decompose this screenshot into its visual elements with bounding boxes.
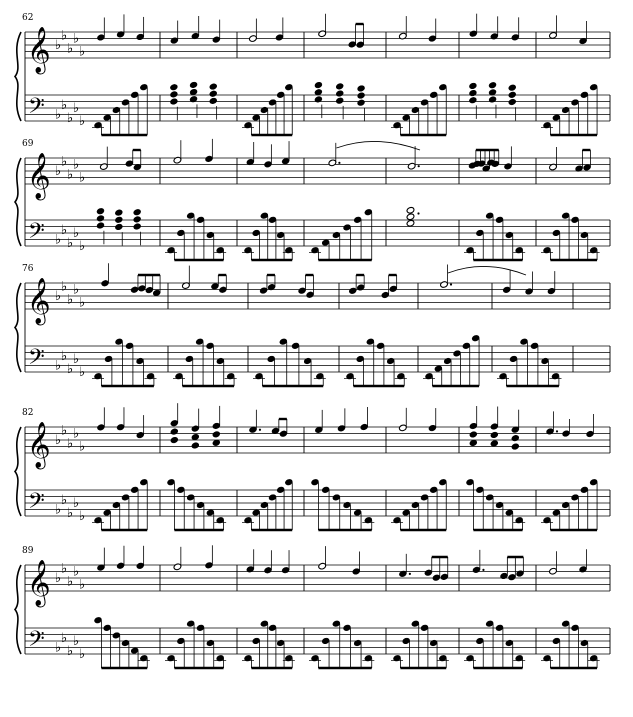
flat-sign: ♭ bbox=[61, 561, 68, 577]
flat-sign: ♭ bbox=[55, 107, 62, 123]
flat-sign: ♭ bbox=[67, 643, 74, 659]
measure bbox=[541, 411, 598, 530]
measure bbox=[464, 146, 525, 260]
flat-sign: ♭ bbox=[73, 564, 80, 580]
measure bbox=[242, 410, 293, 530]
flat-sign: ♭ bbox=[61, 423, 68, 439]
measure bbox=[96, 147, 141, 246]
note-head bbox=[335, 90, 344, 98]
measure bbox=[94, 546, 150, 668]
grand-staff-brace bbox=[15, 32, 21, 121]
measure bbox=[311, 407, 375, 530]
note-head bbox=[209, 90, 218, 98]
measure bbox=[541, 15, 598, 135]
system bbox=[15, 545, 610, 668]
note-head bbox=[508, 91, 517, 99]
note-head bbox=[406, 219, 415, 227]
flat-sign: ♭ bbox=[55, 640, 62, 656]
note-head bbox=[189, 81, 198, 89]
treble-clef-icon: 𝄞 bbox=[27, 153, 51, 199]
note-head bbox=[170, 428, 179, 436]
note-head bbox=[469, 89, 478, 97]
note-head bbox=[96, 215, 105, 223]
note-head bbox=[488, 81, 497, 89]
flat-sign: ♭ bbox=[61, 630, 68, 646]
flat-sign: ♭ bbox=[79, 577, 86, 593]
measure bbox=[92, 263, 161, 386]
flat-sign: ♭ bbox=[61, 348, 68, 364]
flat-sign: ♭ bbox=[61, 28, 68, 44]
system bbox=[15, 403, 610, 530]
system bbox=[15, 13, 610, 135]
measure bbox=[391, 16, 447, 135]
measure-number: 69 bbox=[22, 139, 34, 149]
measure bbox=[314, 14, 365, 122]
bass-clef-icon: 𝄢 bbox=[28, 627, 45, 657]
measure bbox=[167, 403, 226, 530]
flat-sign: ♭ bbox=[67, 574, 74, 590]
note-head bbox=[115, 223, 124, 231]
measure bbox=[165, 139, 226, 260]
note-head bbox=[406, 206, 415, 214]
flat-sign: ♭ bbox=[61, 279, 68, 295]
measure bbox=[309, 546, 374, 668]
flat-sign: ♭ bbox=[79, 295, 86, 311]
note-head bbox=[357, 99, 366, 107]
note-head bbox=[170, 83, 179, 91]
note-head bbox=[508, 84, 517, 92]
note-head bbox=[96, 222, 105, 230]
flat-sign: ♭ bbox=[73, 101, 80, 116]
tie bbox=[336, 141, 420, 150]
note-head bbox=[469, 96, 478, 104]
flat-sign: ♭ bbox=[73, 31, 80, 47]
note-head bbox=[133, 223, 142, 231]
dot bbox=[259, 429, 261, 431]
measure-number: 82 bbox=[22, 408, 34, 418]
tie bbox=[448, 266, 526, 275]
flat-sign: ♭ bbox=[55, 433, 62, 448]
flat-sign: ♭ bbox=[55, 232, 62, 248]
note-head bbox=[511, 443, 520, 451]
flat-sign: ♭ bbox=[61, 492, 68, 508]
bass-clef-icon: 𝄢 bbox=[28, 345, 45, 375]
flat-sign: ♭ bbox=[61, 222, 68, 238]
dot bbox=[482, 569, 484, 571]
flat-sign: ♭ bbox=[79, 170, 86, 186]
flat-sign: ♭ bbox=[67, 505, 74, 521]
measure bbox=[309, 141, 420, 260]
flat-sign: ♭ bbox=[73, 352, 80, 367]
treble-clef-icon: 𝄞 bbox=[27, 422, 51, 468]
dot bbox=[338, 162, 340, 164]
dot bbox=[450, 283, 452, 285]
dot bbox=[409, 573, 411, 575]
system bbox=[15, 139, 610, 260]
flat-sign: ♭ bbox=[79, 365, 86, 380]
note-head bbox=[170, 91, 179, 99]
flat-sign: ♭ bbox=[67, 235, 74, 251]
note-head bbox=[335, 97, 344, 105]
note-head bbox=[357, 92, 366, 100]
grand-staff-brace bbox=[15, 283, 21, 372]
measure bbox=[464, 550, 525, 668]
flat-sign: ♭ bbox=[61, 97, 68, 113]
note-head bbox=[170, 98, 179, 106]
flat-sign: ♭ bbox=[67, 110, 74, 126]
note-head bbox=[133, 216, 142, 224]
note-head bbox=[115, 209, 124, 217]
note-head bbox=[314, 81, 323, 89]
flat-sign: ♭ bbox=[79, 44, 86, 60]
measure bbox=[391, 554, 449, 668]
flat-sign: ♭ bbox=[79, 647, 86, 662]
note-head bbox=[406, 213, 415, 221]
measure-number: 62 bbox=[22, 13, 34, 23]
grand-staff-brace bbox=[15, 427, 21, 516]
note-head bbox=[133, 208, 142, 216]
flat-sign: ♭ bbox=[73, 157, 80, 173]
flat-sign: ♭ bbox=[67, 167, 74, 183]
measure bbox=[242, 549, 295, 668]
note-head bbox=[96, 207, 105, 215]
flat-sign: ♭ bbox=[73, 426, 80, 442]
flat-sign: ♭ bbox=[55, 164, 62, 179]
measure bbox=[469, 14, 520, 121]
grand-staff-brace bbox=[15, 565, 21, 654]
note-head bbox=[209, 97, 218, 105]
flat-sign: ♭ bbox=[67, 41, 74, 57]
note-head bbox=[488, 96, 497, 104]
dot bbox=[418, 165, 420, 167]
measure bbox=[497, 270, 562, 386]
flat-sign: ♭ bbox=[67, 361, 74, 377]
bass-clef-icon: 𝄢 bbox=[28, 219, 45, 249]
note-head bbox=[469, 431, 478, 439]
measure bbox=[541, 147, 600, 260]
flat-sign: ♭ bbox=[73, 282, 80, 298]
flat-sign: ♭ bbox=[73, 496, 80, 511]
flat-sign: ♭ bbox=[79, 239, 86, 254]
system bbox=[15, 263, 610, 386]
dot bbox=[417, 212, 419, 214]
measure-number: 76 bbox=[22, 264, 34, 274]
measure bbox=[344, 275, 407, 386]
measure bbox=[170, 16, 221, 120]
measure bbox=[165, 545, 226, 668]
flat-sign: ♭ bbox=[61, 154, 68, 170]
note-head bbox=[357, 85, 366, 93]
measure bbox=[92, 407, 148, 530]
note-head bbox=[212, 431, 221, 439]
note-head bbox=[191, 442, 200, 450]
measure bbox=[242, 17, 293, 135]
dot bbox=[556, 430, 558, 432]
flat-sign: ♭ bbox=[55, 38, 62, 53]
flat-sign: ♭ bbox=[55, 502, 62, 518]
measure bbox=[541, 549, 600, 668]
bass-clef-icon: 𝄢 bbox=[28, 489, 45, 519]
measure-number: 89 bbox=[22, 546, 34, 556]
note-head bbox=[511, 434, 520, 442]
measure bbox=[391, 408, 447, 530]
note-head bbox=[209, 83, 218, 91]
flat-sign: ♭ bbox=[67, 292, 74, 308]
measure bbox=[173, 266, 237, 386]
note-head bbox=[115, 216, 124, 224]
bass-clef-icon: 𝄢 bbox=[28, 94, 45, 124]
note-head bbox=[170, 436, 179, 444]
note-head bbox=[335, 83, 344, 91]
flat-sign: ♭ bbox=[73, 226, 80, 241]
flat-sign: ♭ bbox=[79, 509, 86, 524]
flat-sign: ♭ bbox=[79, 114, 86, 129]
treble-clef-icon: 𝄞 bbox=[27, 27, 51, 73]
note-head bbox=[314, 96, 323, 104]
measure bbox=[242, 141, 295, 260]
flat-sign: ♭ bbox=[55, 289, 62, 304]
measure bbox=[466, 406, 525, 530]
flat-sign: ♭ bbox=[73, 634, 80, 649]
flat-sign: ♭ bbox=[55, 571, 62, 586]
note-head bbox=[469, 82, 478, 90]
note-head bbox=[490, 431, 499, 439]
flat-sign: ♭ bbox=[55, 358, 62, 374]
note-head bbox=[490, 440, 499, 448]
note-head bbox=[508, 98, 517, 106]
treble-clef-icon: 𝄞 bbox=[27, 278, 51, 324]
grand-staff-brace bbox=[15, 158, 21, 246]
treble-clef-icon: 𝄞 bbox=[27, 560, 51, 606]
flat-sign: ♭ bbox=[67, 436, 74, 452]
measure bbox=[253, 275, 326, 386]
flat-sign: ♭ bbox=[79, 439, 86, 455]
measure bbox=[92, 14, 148, 135]
